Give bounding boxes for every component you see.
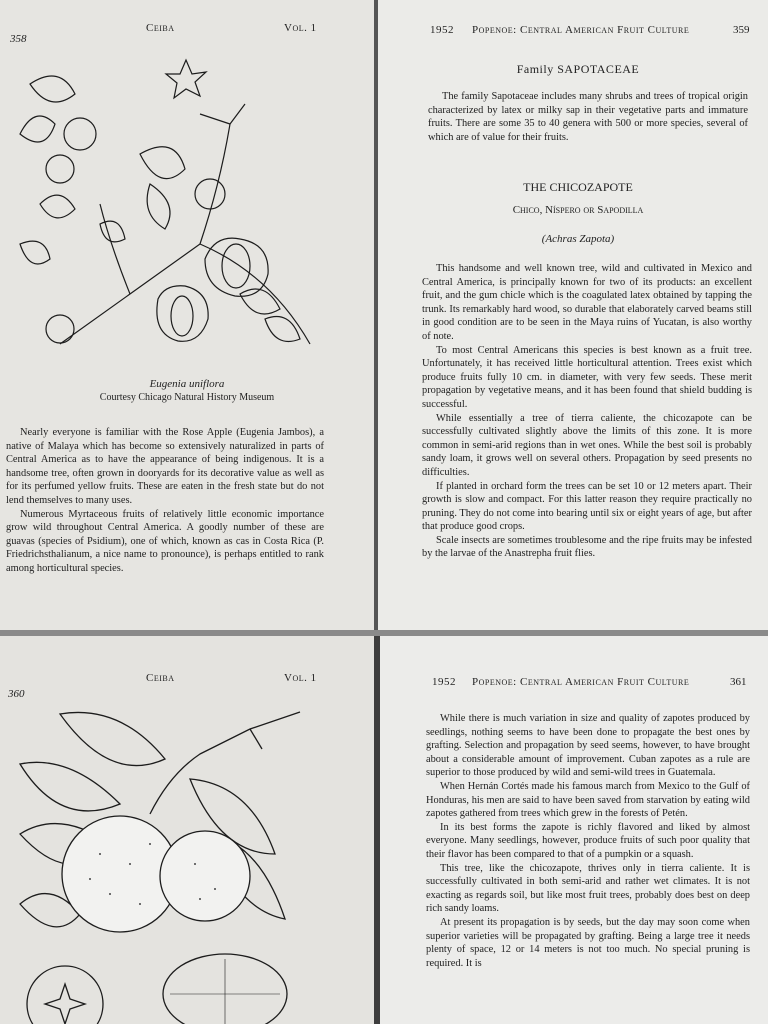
paragraph: This tree, like the chicozapote, thrives only in tierra caliente. It is successfully cultivated in both semi-arid and rather wet climates. It is not exacting as regards soil, but like most fruit trees, probably does best on deep rich sandy loams. (426, 862, 750, 915)
running-year: 1952 (432, 676, 456, 688)
paragraph: If planted in orchard form the trees can be set 10 or 12 meters apart. Their growth is slow and compact. For this latter reason they require practically no pruning. They do not come into bearing until six or eight years of age, but after that produce good crops. (422, 480, 752, 533)
paragraph: At present its propagation is by seeds, but the day may soon come when superior varieties will be propagated by grafting. Being a large tree it needs plenty of space, 12 or 14 meters is not too much. No special pruning is required. It is (426, 916, 750, 969)
paragraph: When Hernán Cortés made his famous march from Mexico to the Gulf of Honduras, his men are said to have been saved from starvation by eating wild zapotes gathered from trees which grew in the forests of Petén. (426, 780, 750, 820)
body-text (422, 262, 752, 561)
page-number: 359 (733, 24, 750, 36)
page-number: 360 (8, 688, 25, 700)
body-text (426, 712, 750, 970)
page-358 (0, 0, 374, 630)
page-359 (378, 0, 768, 630)
paragraph: Nearly everyone is familiar with the Rose Apple (Eugenia Jambos), a native of Malaya which has become so extensively naturalized in parts of Central America as to have the appearance of being indigenous. It is a handsome tree, often grown in dooryards for its decorative value as well as for its perfumed yellow fruits. These are eaten in the fresh state but do not lend themselves to many uses. (6, 427, 324, 506)
common-names: Chico, Níspero or Sapodilla (512, 204, 644, 216)
page-number: 361 (730, 676, 747, 688)
figure-caption-title: Eugenia uniflora (149, 378, 225, 390)
running-year: 1952 (430, 24, 454, 36)
running-head-left: Ceiba (146, 22, 175, 34)
paragraph: Numerous Myrtaceous fruits of relatively little economic importance grow wild throughout Central America. A goodly number of these are guavas (species of Psidium), one of which, known as cas in Costa Rica (P. Friedrichsthalianum, a nice name to pronounce), is perhaps entitled to rank among horticultural species. (6, 508, 324, 574)
section-title: THE CHICOZAPOTE (523, 180, 633, 194)
latin-name: (Achras Zapota) (541, 233, 615, 245)
paragraph: While there is much variation in size and quality of zapotes produced by seedlings, nothing seems to have been done to propagate the best ones by grafting. Selection and propagation by seed seems, however, to have brought about a considerable amount of improvement. Cuban zapotes as a rule are superior to those produced by wild and semi-wild trees in Guatemala. (426, 713, 750, 779)
running-head-left: Ceiba (146, 672, 175, 684)
running-head-right: Vol. 1 (284, 672, 317, 684)
family-heading: Family SAPOTACEAE (516, 62, 640, 76)
paragraph: In its best forms the zapote is richly flavored and liked by almost everyone. Many seedlings, however, produce fruits of such poor quality that their flavor has been compared to that of a pumpkin or a squash. (426, 821, 750, 860)
zapote-illustration (0, 704, 374, 1024)
body-text (6, 426, 324, 576)
figure-caption-credit: Courtesy Chicago Natural History Museum (99, 392, 275, 403)
page-360 (0, 636, 374, 1024)
intro-text (428, 90, 748, 144)
running-title: Popenoe: Central American Fruit Culture (472, 676, 690, 688)
paragraph: Scale insects are sometimes troublesome and the ripe fruits may be infested by the larvae of the Anastrepha fruit flies. (422, 534, 752, 560)
paragraph: The family Sapotaceae includes many shrubs and trees of tropical origin characterized by latex or milky sap in their vegetative parts and immature fruits. There are some 35 to 40 genera with 500 or more species, several of which are of value for their fruits. (428, 91, 748, 143)
running-title: Popenoe: Central American Fruit Culture (472, 24, 690, 36)
page-number: 358 (10, 33, 27, 45)
paragraph: This handsome and well known tree, wild and cultivated in Mexico and Central America, is principally known for two of its products: an excellent fruit, and the gum chicle which is the coagulated latex obtained by tapping the trunk. Its remarkably hard wood, so durable that elaborately carved beams still in good condition are to be seen in the Maya ruins of Yucatan, is also worthy of note. (422, 263, 752, 342)
running-head-right: Vol. 1 (284, 22, 317, 34)
paragraph: To most Central Americans this species is best known as a fruit tree. Unfortunately, it has received little horticultural attention. Trees exist which produce fruits fully 10 cm. in diameter, with very few seeds. These merit propagation by vegetative means, and it has been found that shield budding is successful. (422, 344, 752, 410)
page-361 (380, 636, 768, 1024)
paragraph: While essentially a tree of tierra caliente, the chicozapote can be successfully cultivated slightly above the limits of this zone. It is more common in semi-arid regions than in wet ones. While the best soil is probably sandy loam, it grows well on several others. Propagation by seed presents no difficulties. (422, 412, 752, 478)
eugenia-uniflora-illustration (0, 44, 374, 374)
